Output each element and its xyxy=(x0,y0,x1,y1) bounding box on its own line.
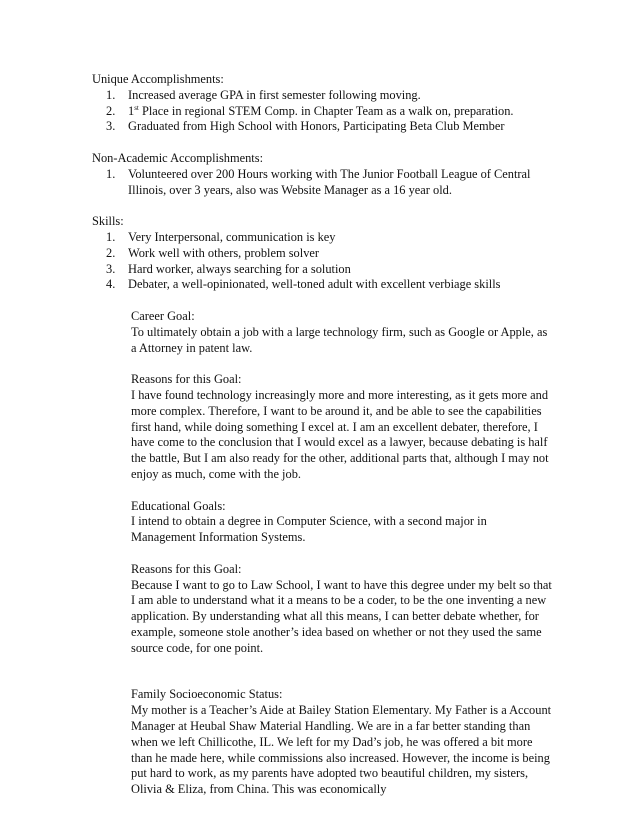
list-number: 1. xyxy=(106,229,116,244)
list-number: 2. xyxy=(106,245,116,260)
career-reasons-heading: Reasons for this Goal: xyxy=(131,372,242,387)
list-item xyxy=(92,277,552,293)
skills-list xyxy=(92,230,552,293)
list-item xyxy=(92,167,552,199)
family-status-text: My mother is a Teacher’s Aide at Bailey Station Elementary. My Father is a Account Manager at Heubal Shaw Material Handling. We are in a far better standing than when we left Chillicothe, IL. We left for my Dad’s job, he was offered a bit more than he made here, while commissions also increased. However, the income is being put hard to work, as my parents have adopted two beautiful children, my sisters, Olivia & Eliza, from China. This was economically xyxy=(131,703,552,797)
educational-goals-section xyxy=(131,499,552,546)
list-number: 3. xyxy=(106,261,116,276)
list-item xyxy=(92,119,552,135)
list-text: Place in regional STEM Comp. in Chapter Team as a walk on, preparation. xyxy=(138,103,514,118)
educational-goals-text: I intend to obtain a degree in Computer Science, with a second major in Management Information Systems. xyxy=(131,514,487,545)
list-item xyxy=(92,246,552,262)
family-status-heading: Family Socioeconomic Status: xyxy=(131,687,283,702)
career-goal-text: To ultimately obtain a job with a large technology firm, such as Google or Apple, as a Attorney in patent law. xyxy=(131,324,548,355)
career-reasons-text: I have found technology increasingly more and more interesting, as it gets more and more complex. Therefore, I want to be around it, and be able to see the capabilities first hand, while doing something I excel at. I am an excellent debater, therefore, I have come to the conclusion that I would excel as a lawyer, because debating is half the battle, But I am also ready for the other, additional parts that, although I may not enjoy as much, come with the job. xyxy=(131,387,549,481)
non-academic-heading: Non-Academic Accomplishments: xyxy=(92,150,264,165)
list-item xyxy=(92,88,552,104)
career-goal-heading: Career Goal: xyxy=(131,308,195,323)
list-text: Graduated from High School with Honors, Participating Beta Club Member xyxy=(128,119,505,134)
list-number: 1. xyxy=(106,87,116,102)
list-item xyxy=(92,104,552,120)
list-text: Debater, a well-opinionated, well-toned adult with excellent verbiage skills xyxy=(128,277,501,292)
non-academic-list xyxy=(92,167,552,199)
list-item xyxy=(92,262,552,278)
educational-reasons-heading: Reasons for this Goal: xyxy=(131,561,242,576)
educational-reasons-section xyxy=(131,562,552,657)
list-number: 3. xyxy=(106,119,116,134)
list-number: 2. xyxy=(106,103,116,118)
list-number: 4. xyxy=(106,277,116,292)
list-number: 1. xyxy=(106,166,116,181)
career-goal-section xyxy=(131,309,552,356)
document-body xyxy=(92,72,552,798)
list-item xyxy=(92,230,552,246)
list-text-ordinal: 1 xyxy=(128,103,135,118)
educational-goals-heading: Educational Goals: xyxy=(131,498,226,513)
list-text: Work well with others, problem solver xyxy=(128,245,320,260)
unique-accomplishments-heading: Unique Accomplishments: xyxy=(92,72,224,86)
list-text: Hard worker, always searching for a solution xyxy=(128,261,351,276)
ordinal-suffix: st xyxy=(134,103,139,112)
career-reasons-section xyxy=(131,372,552,483)
educational-reasons-text: Because I want to go to Law School, I want to have this degree under my belt so that I am able to understand what it a means to be a coder, to be the one inventing a new application. By understanding what all this means, I can better debate whether, for example, someone stole another’s idea based on whether or not they used the same source code, for one point. xyxy=(131,577,552,655)
family-status-section xyxy=(131,687,552,798)
list-text: Volunteered over 200 Hours working with The Junior Football League of Central Illinois, over 3 years, also was Website Manager as a 16 year old. xyxy=(128,166,531,197)
list-text: Very Interpersonal, communication is key xyxy=(128,229,336,244)
skills-heading: Skills: xyxy=(92,214,124,229)
list-text: Increased average GPA in first semester following moving. xyxy=(128,87,421,102)
unique-accomplishments-list xyxy=(92,88,552,135)
